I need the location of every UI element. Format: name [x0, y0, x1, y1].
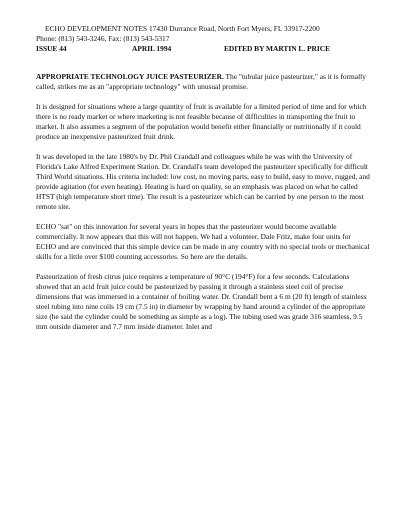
issue-row	[36, 44, 386, 54]
issue-number: ISSUE 44	[36, 44, 67, 53]
contact-line: Phone: (813) 543-3246, Fax: (813) 543-5317	[36, 34, 170, 43]
paragraph-pasteurization: Pasteurization of fresh citrus juice requires a temperature of 90°C (194°F) for a few seconds. Calculations showed that an acid fruit juice could be pasteurized by passing it through a stainless steel coil of precise dimensions that was immersed in a container of boiling water. Dr. Crandall bent a 6 m (20 ft) length of stainless steel tubing into nine coils 19 cm (7.5 in) in diameter by wrapping by hand around a cylinder of the appropriate size (he said the cylinder could be something as simple as a log). The tubing used was grade 316 seamless, 9.5 mm outside diameter and 7.7 mm inside diameter. Inlet and	[36, 272, 367, 331]
article-body	[36, 72, 372, 342]
newsletter-header	[36, 24, 386, 54]
article-title: APPROPRIATE TECHNOLOGY JUICE PASTEURIZER.	[36, 72, 224, 81]
paragraph-echo: ECHO "sat" on this innovation for several years in hopes that the pasteurizer would become available commercially. It now appears that this will not happen. We had a volunteer, Dale Fritz, make four units for ECHO and are convinced that this simple device can be made in any country with no special tools or mechanical skills for a little over $100 counting accessories. So here are the details.	[36, 222, 370, 261]
masthead-address: ECHO DEVELOPMENT NOTES 17430 Durrance Road, North Fort Myers, FL 33917-2200	[45, 24, 320, 33]
intro-text: The "tubular juice pasteurizer," as it is formally called, strikes me as an "appropriate technology" with unusual promise.	[36, 72, 366, 91]
issue-date: APRIL 1994	[132, 44, 172, 53]
paragraph-purpose: It is designed for situations where a large quantity of fruit is available for a limited period of time and for which there is no ready market or where marketing is not feasible because of difficulties in transporting the fruit to market. It also assumes a segment of the population would benefit either financially or nutritionally if it could produce an inexpensive pasteurized fruit drink.	[36, 102, 367, 141]
intro-paragraph	[36, 72, 372, 92]
paragraph-history: It was developed in the late 1980's by Dr. Phil Crandall and colleagues while he was with the University of Florida's Lake Alfred Experiment Station. Dr. Crandall's team developed the pasteurizer specifically for difficult Third World situations. His criteria included: low cost, no moving parts, easy to build, easy to move, rugged, and provide agitation (for even heating). Heating is hard on quality, so an emphasis was placed on what he called HTST (high temperature short time). The result is a pasteurizer which can be carried by one person to the most remote site.	[36, 152, 370, 211]
editor-credit: EDITED BY MARTIN L. PRICE	[224, 44, 331, 53]
